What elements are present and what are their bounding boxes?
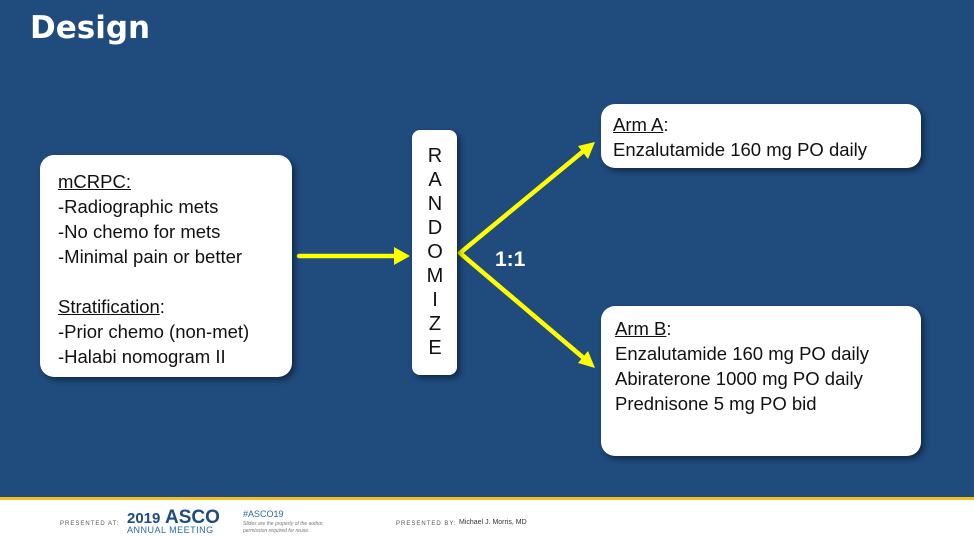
arm-b-treatment: Enzalutamide 160 mg PO daily	[615, 343, 869, 364]
arm-b-heading	[615, 316, 921, 341]
population-box	[40, 155, 292, 377]
copyright-note: permission required for reuse.	[243, 528, 310, 534]
arm-b-box	[601, 306, 921, 456]
presented-by-label: PRESENTED BY:	[396, 521, 457, 527]
randomization-ratio: 1:1	[495, 248, 526, 271]
population-header: mCRPC:	[58, 171, 131, 192]
arm-a-treatment: Enzalutamide 160 mg PO daily	[613, 139, 867, 160]
meeting-subtitle: ANNUAL MEETING	[127, 525, 214, 535]
arm-b-header: Arm B	[615, 318, 667, 339]
stratification-item: -Prior chemo (non-met)	[58, 321, 250, 342]
arm-b-colon: :	[666, 318, 672, 339]
stratification-item: -Halabi nomogram II	[58, 346, 226, 367]
footer	[0, 500, 974, 537]
arrowhead-arm-a	[578, 142, 595, 159]
presenter-name: Michael J. Morris, MD	[459, 519, 527, 526]
slide-title: Design	[30, 10, 151, 46]
arrowhead-randomize	[394, 247, 410, 265]
stratification-heading	[58, 294, 292, 319]
arm-b-treatment: Prednisone 5 mg PO bid	[615, 393, 817, 414]
stratification-header: Stratification	[58, 296, 160, 317]
arm-b-treatment: Abiraterone 1000 mg PO daily	[615, 368, 863, 389]
arm-a-heading	[613, 112, 921, 137]
copyright-note: Slides are the property of the author,	[243, 521, 324, 527]
randomize-label: RANDOMIZE	[424, 144, 446, 361]
criterion-item: -Minimal pain or better	[58, 246, 243, 267]
arrow-to-arm-a	[460, 149, 586, 253]
arm-a-colon: :	[663, 114, 669, 135]
meeting-hashtag: #ASCO19	[243, 509, 284, 519]
criterion-item: -Radiographic mets	[58, 196, 219, 217]
arm-a-box	[601, 104, 921, 168]
stratification-colon: :	[159, 296, 165, 317]
randomize-box	[412, 130, 457, 375]
meeting-year: 2019	[127, 510, 161, 527]
meeting-logo-text: ASCO	[165, 507, 220, 528]
criterion-item: -No chemo for mets	[58, 221, 221, 242]
presented-at-label: PRESENTED AT:	[60, 521, 120, 527]
arm-a-header: Arm A	[613, 114, 664, 135]
